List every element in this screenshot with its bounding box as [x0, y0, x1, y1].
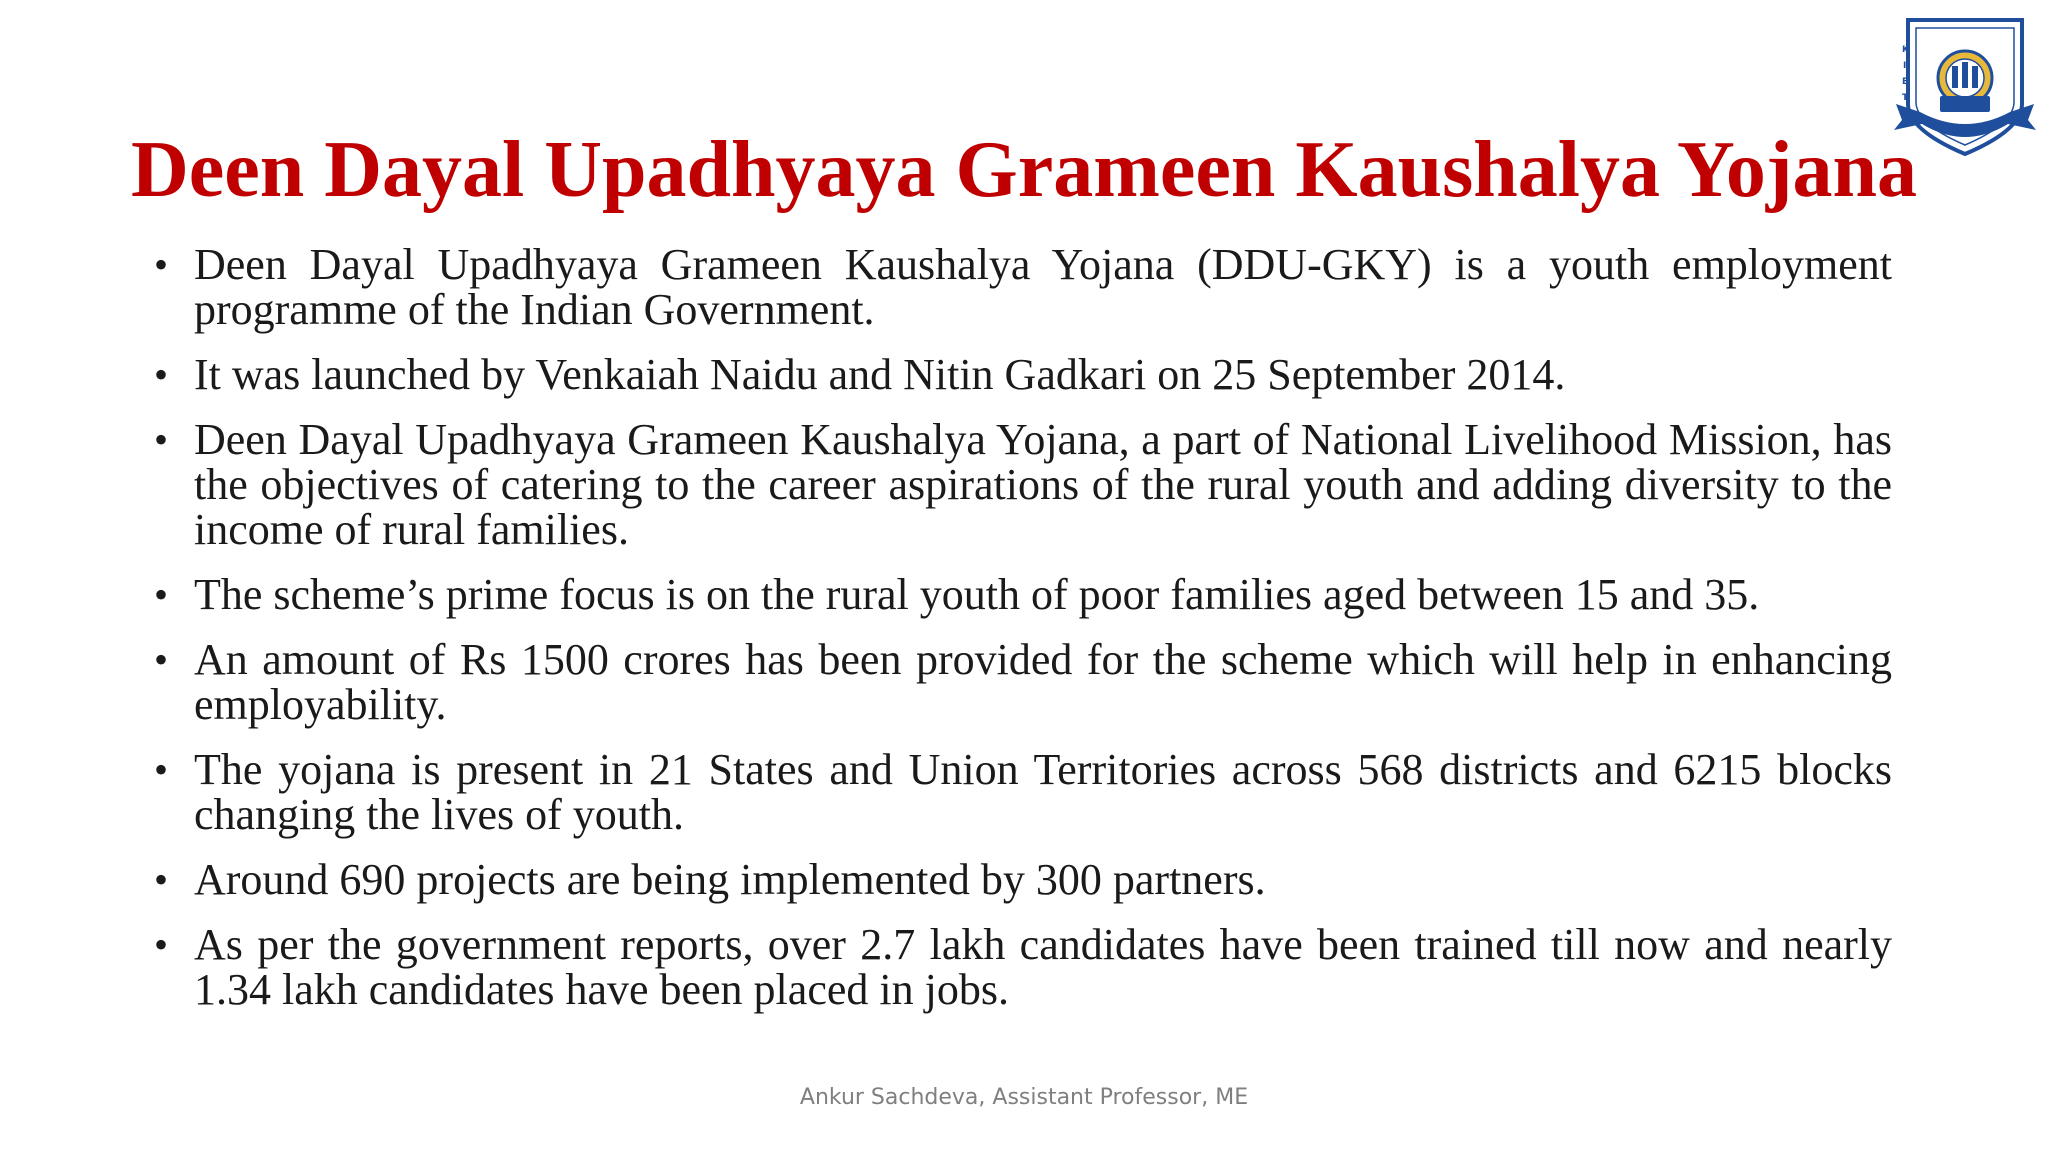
svg-text:I: I — [1903, 61, 1907, 71]
svg-text:T: T — [1902, 93, 1909, 103]
bullet-text: Around 690 projects are being implemented by 300 partners. — [194, 855, 1266, 904]
slide-footer: Ankur Sachdeva, Assistant Professor, ME — [799, 1085, 1249, 1110]
bullet-item — [150, 417, 1892, 552]
bullet-dot: • — [154, 922, 169, 967]
bullet-item — [150, 352, 1892, 397]
bullet-dot: • — [154, 242, 169, 287]
bullet-item — [150, 572, 1892, 617]
svg-text:E: E — [1902, 77, 1909, 87]
bullet-text: It was launched by Venkaiah Naidu and Nitin Gadkari on 25 September 2014. — [194, 350, 1566, 399]
bullet-dot: • — [154, 857, 169, 902]
bullet-dot: • — [154, 637, 169, 682]
slide-title: Deen Dayal Upadhyaya Grameen Kaushalya Yojana — [130, 126, 1918, 214]
bullet-text: Deen Dayal Upadhyaya Grameen Kaushalya Yojana (DDU-GKY) is a youth employment programme of the Indian Government. — [194, 240, 1892, 334]
bullet-dot: • — [154, 747, 169, 792]
bullet-list — [150, 242, 1892, 1032]
bullet-text: The scheme’s prime focus is on the rural youth of poor families aged between 15 and 35. — [194, 570, 1760, 619]
bullet-dot: • — [154, 352, 169, 397]
bullet-dot: • — [154, 572, 169, 617]
svg-text:K: K — [1902, 45, 1909, 55]
bullet-item — [150, 922, 1892, 1012]
bullet-text: As per the government reports, over 2.7 lakh candidates have been trained till now and nearly 1.34 lakh candidates have been placed in jobs. — [194, 920, 1892, 1014]
bullet-text: Deen Dayal Upadhyaya Grameen Kaushalya Yojana, a part of National Livelihood Mission, has the objectives of catering to the career aspirations of the rural youth and adding diversity to the income of rural families. — [194, 415, 1892, 554]
bullet-text: The yojana is present in 21 States and Union Territories across 568 districts and 6215 blocks changing the lives of youth. — [194, 745, 1892, 839]
bullet-item — [150, 857, 1892, 902]
bullet-dot: • — [154, 417, 169, 462]
bullet-text: An amount of Rs 1500 crores has been provided for the scheme which will help in enhancing employability. — [194, 635, 1892, 729]
bullet-item — [150, 242, 1892, 332]
bullet-item — [150, 637, 1892, 727]
bullet-item — [150, 747, 1892, 837]
